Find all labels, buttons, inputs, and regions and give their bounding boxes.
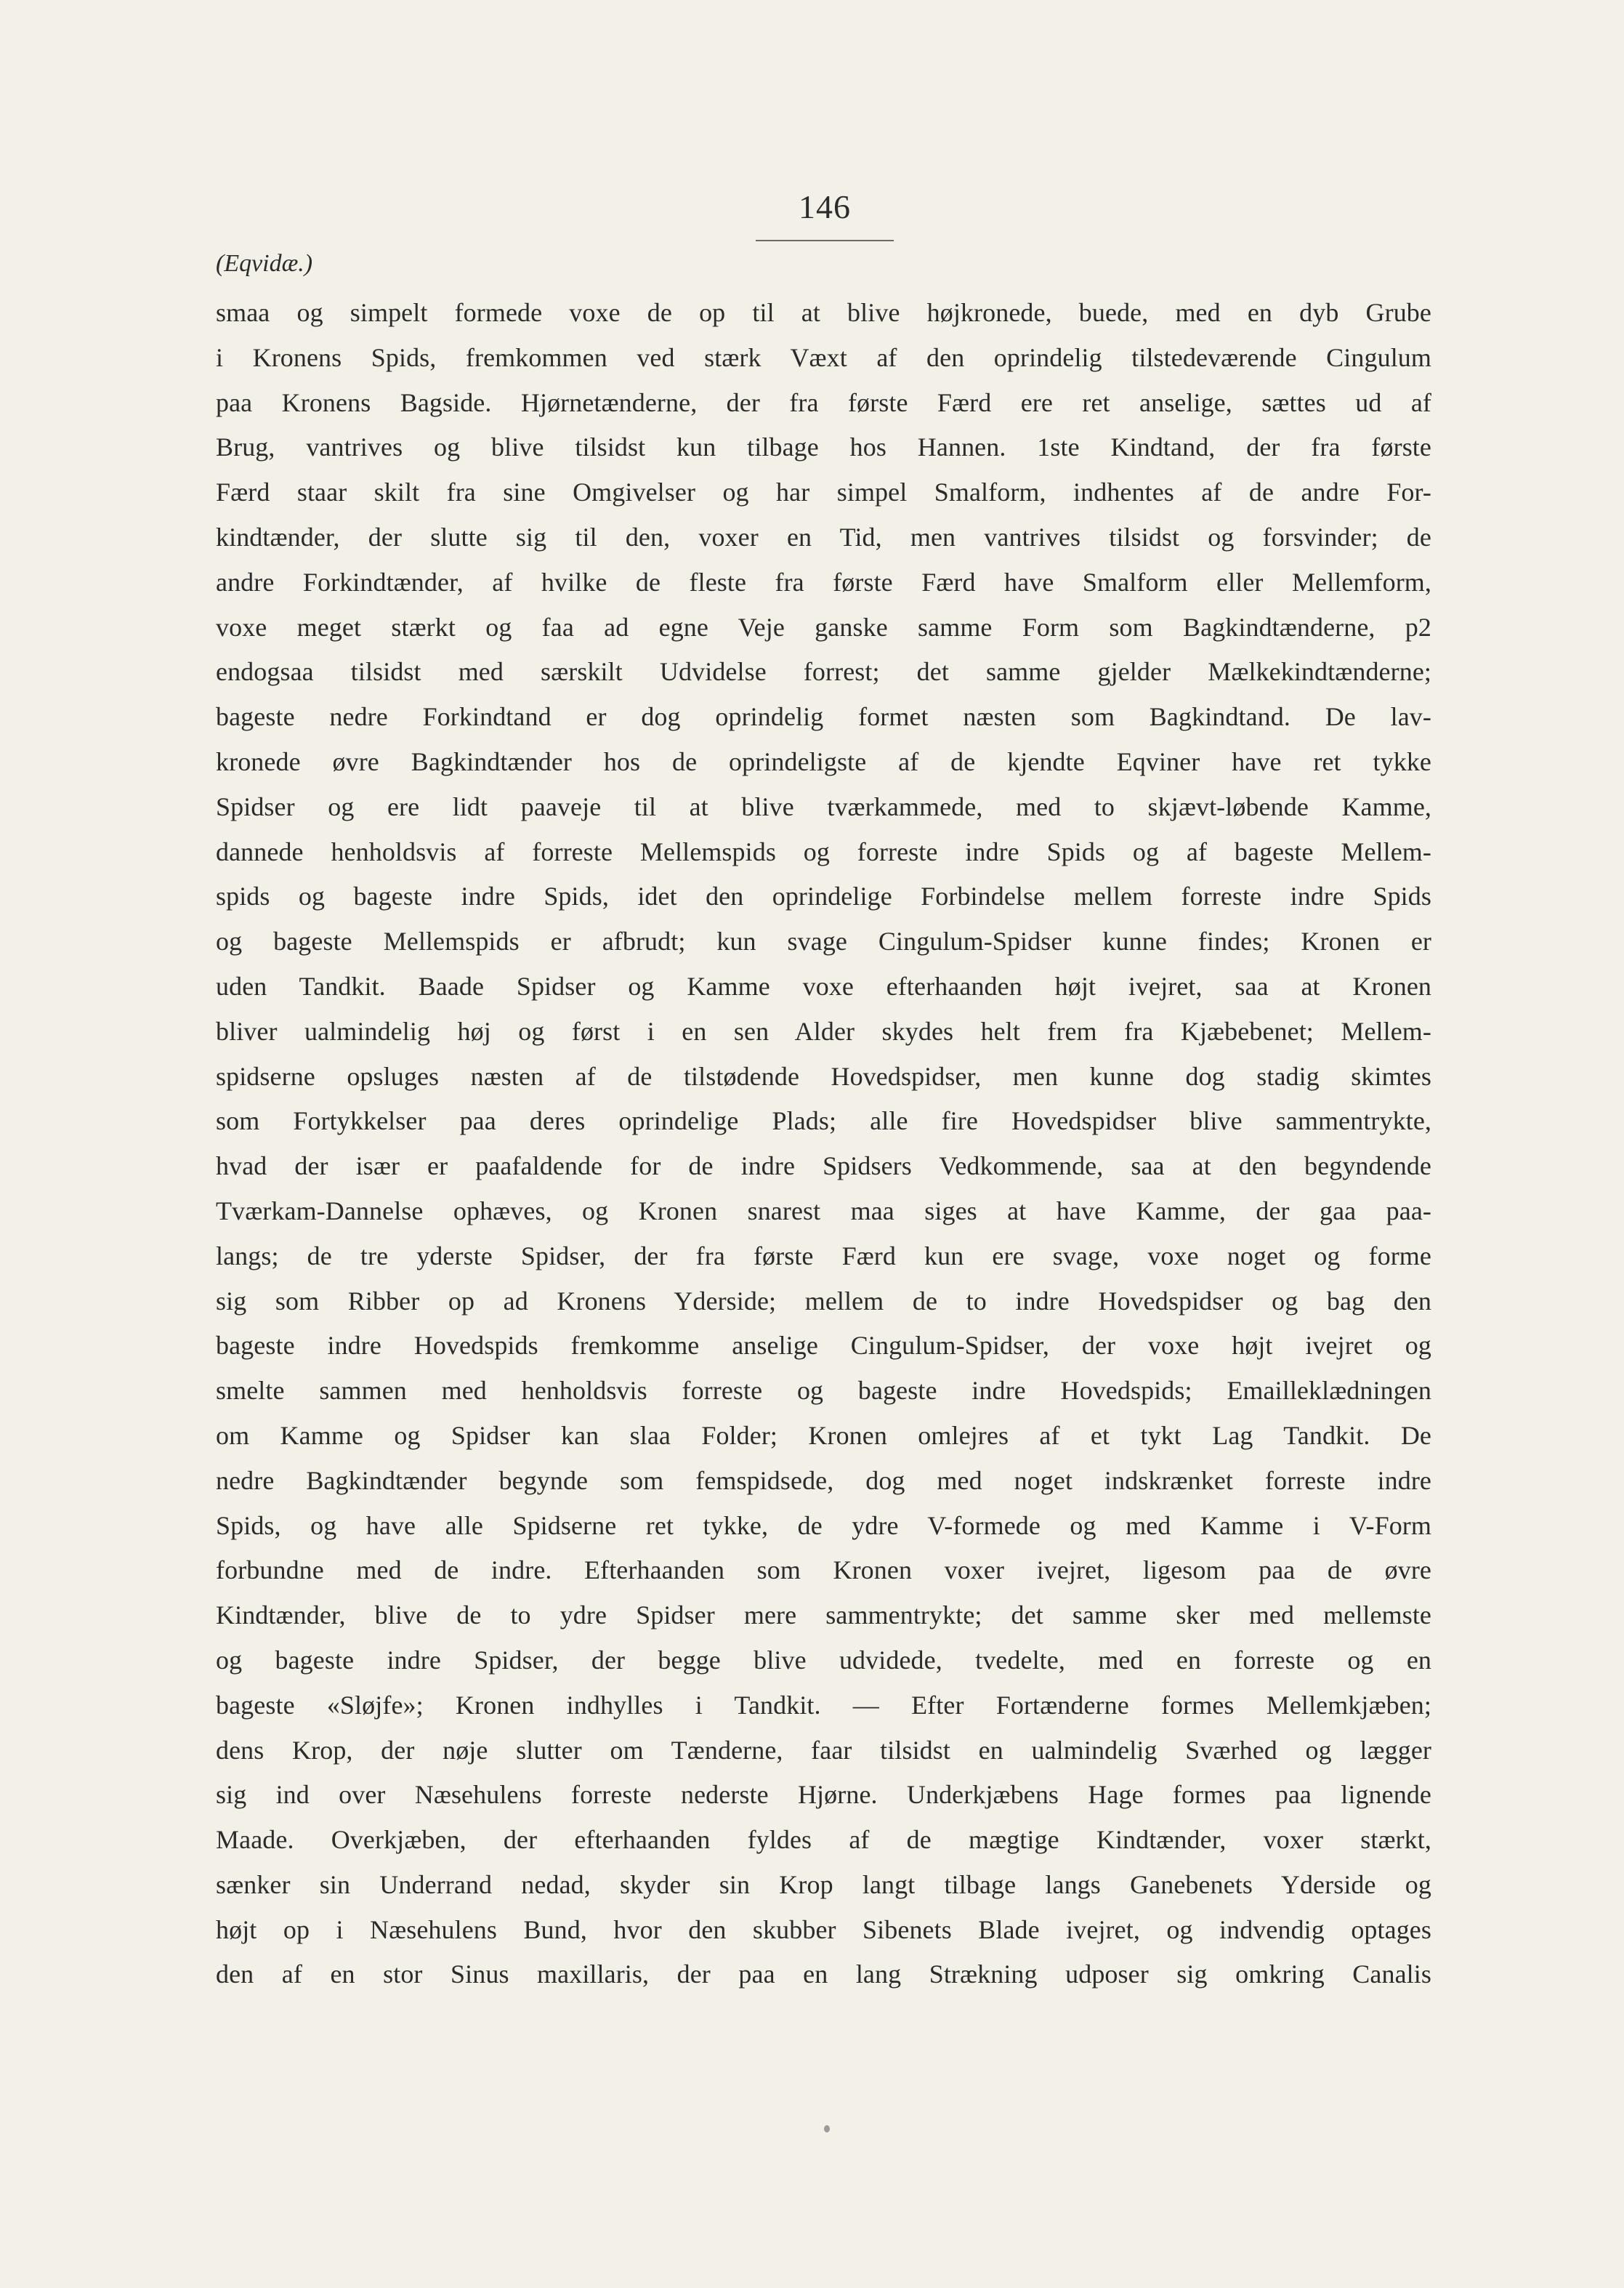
text-line: Tværkam-Dannelse ophæves, og Kronen snarest maa siges at have Kamme, der gaa paa- [216,1196,1431,1225]
text-line: bageste nedre Forkindtand er dog oprindelig formet næsten som Bagkindtand. De lav- [216,702,1431,732]
text-line: Spids, og have alle Spidserne ret tykke, de ydre V-formede og med Kamme i V-Form [216,1510,1431,1540]
text-line: den af en stor Sinus maxillaris, der paa en lang Strækning udposer sig omkring Canalis [216,1959,1431,1989]
running-head: (Eqvidæ.) [216,250,313,277]
text-line: i Kronens Spids, fremkommen ved stærk Væxt af den oprindelig tilstedeværende Cingulum [216,342,1431,372]
page-number-rule [756,240,894,241]
text-line: smaa og simpelt formede voxe de op til at blive højkronede, buede, med en dyb Grube [216,298,1431,327]
text-line: smelte sammen med henholdsvis forreste og bageste indre Hovedspids; Emailleklædningen [216,1376,1431,1406]
text-line: dens Krop, der nøje slutter om Tænderne, faar tilsidst en ualmindelig Sværhed og lægger [216,1735,1431,1765]
text-line: paa Kronens Bagside. Hjørnetænderne, der fra første Færd ere ret anselige, sættes ud af [216,387,1431,417]
text-line: sig ind over Næsehulens forreste nederste Hjørne. Underkjæbens Hage formes paa lignende [216,1780,1431,1810]
text-line: nedre Bagkindtænder begynde som femspidsede, dog med noget indskrænket forreste indre [216,1465,1431,1495]
text-line: om Kamme og Spidser kan slaa Folder; Kronen omlejres af et tykt Lag Tandkit. De [216,1420,1431,1450]
text-line: bageste indre Hovedspids fremkomme anselige Cingulum-Spidser, der voxe højt ivejret og [216,1331,1431,1361]
text-line: uden Tandkit. Baade Spidser og Kamme voxe efterhaanden højt ivejret, saa at Kronen [216,971,1431,1001]
text-line: sig som Ribber op ad Kronens Yderside; mellem de to indre Hovedspidser og bag den [216,1286,1431,1316]
paper-speck [824,2125,830,2132]
text-line: kronede øvre Bagkindtænder hos de oprindeligste af de kjendte Eqviner have ret tykke [216,746,1431,776]
text-line: endogsaa tilsidst med særskilt Udvidelse forrest; det samme gjelder Mælkekindtænderne; [216,657,1431,687]
text-line: og bageste indre Spidser, der begge blive udvidede, tvedelte, med en forreste og en [216,1645,1431,1675]
text-line: Spidser og ere lidt paaveje til at blive tværkammede, med to skjævt-løbende Kamme, [216,791,1431,821]
text-line: dannede henholdsvis af forreste Mellemspids og forreste indre Spids og af bageste Mellem- [216,837,1431,866]
text-line: og bageste Mellemspids er afbrudt; kun svage Cingulum-Spidser kunne findes; Kronen er [216,927,1431,956]
text-line: som Fortykkelser paa deres oprindelige Plads; alle fire Hovedspidser blive sammentrykte, [216,1106,1431,1136]
text-line: Maade. Overkjæben, der efterhaanden fyldes af de mægtige Kindtænder, voxer stærkt, [216,1825,1431,1855]
text-line: Brug, vantrives og blive tilsidst kun tilbage hos Hannen. 1ste Kindtand, der fra første [216,432,1431,462]
text-line: højt op i Næsehulens Bund, hvor den skubber Sibenets Blade ivejret, og indvendig optages [216,1914,1431,1944]
text-line: spidserne opsluges næsten af de tilstødende Hovedspidser, men kunne dog stadig skimtes [216,1061,1431,1091]
text-line: bageste «Sløjfe»; Kronen indhylles i Tandkit. — Efter Fortænderne formes Mellemkjæben; [216,1690,1431,1720]
text-line: andre Forkindtænder, af hvilke de fleste fra første Færd have Smalform eller Mellemform, [216,567,1431,597]
text-line: bliver ualmindelig høj og først i en sen Alder skydes helt frem fra Kjæbebenet; Mellem- [216,1016,1431,1046]
text-line: spids og bageste indre Spids, idet den oprindelige Forbindelse mellem forreste indre Spids [216,882,1431,911]
text-line: hvad der især er paafaldende for de indre Spidsers Vedkommende, saa at den begyndende [216,1151,1431,1181]
text-line: sænker sin Underrand nedad, skyder sin Krop langt tilbage langs Ganebenets Yderside og [216,1869,1431,1899]
text-line: kindtænder, der slutte sig til den, voxer en Tid, men vantrives tilsidst og forsvinder; de [216,522,1431,552]
text-line: langs; de tre yderste Spidser, der fra første Færd kun ere svage, voxe noget og forme [216,1241,1431,1270]
body-text [216,291,1431,1997]
text-line: voxe meget stærkt og faa ad egne Veje ganske samme Form som Bagkindtænderne, p2 [216,612,1431,642]
text-line: Færd staar skilt fra sine Omgivelser og har simpel Smalform, indhentes af de andre For- [216,478,1431,507]
text-line: Kindtænder, blive de to ydre Spidser mere sammentrykte; det samme sker med mellemste [216,1600,1431,1630]
page-number: 146 [799,188,851,225]
text-line: forbundne med de indre. Efterhaanden som Kronen voxer ivejret, ligesom paa de øvre [216,1555,1431,1585]
